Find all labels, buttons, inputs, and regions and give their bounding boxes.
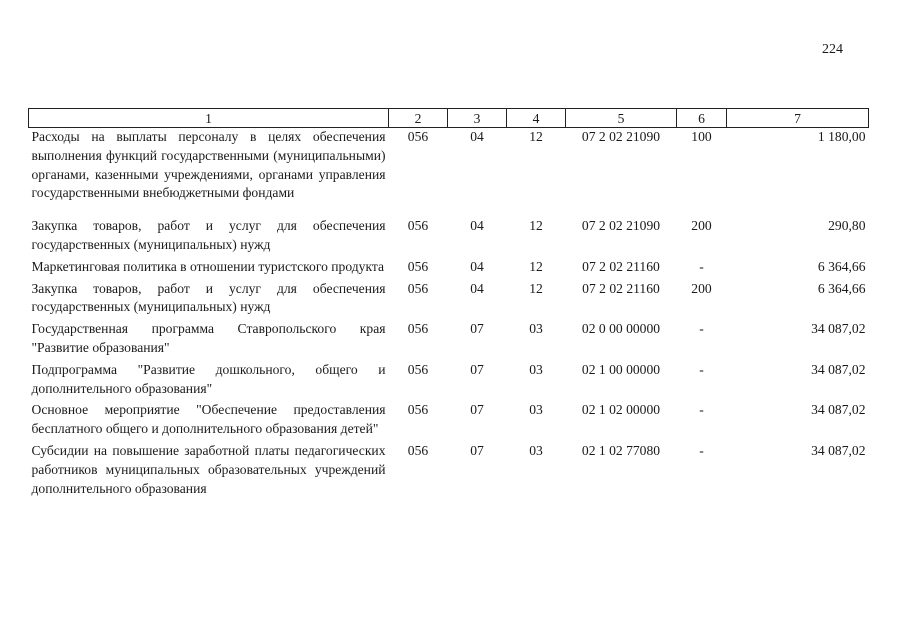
- row-ministry-code: 056: [407, 280, 429, 296]
- row-amount: 34 087,02: [811, 402, 866, 418]
- row-ministry-code: 056: [407, 442, 429, 458]
- header-col-1: 1: [29, 109, 389, 128]
- row-subsection: 12: [529, 258, 543, 274]
- row-target-article: 07 2 02 21160: [582, 258, 660, 274]
- table-row: [29, 217, 869, 258]
- row-section: 07: [470, 442, 484, 458]
- table-row: [29, 128, 869, 218]
- row-amount: 34 087,02: [811, 442, 866, 458]
- row-name: Подпрограмма "Развитие дошкольного, общего и дополнительного образования": [31, 361, 386, 396]
- row-name: Субсидии на повышение заработной платы педагогических работников муниципальных образовательных учреждений дополнительного образования: [31, 442, 386, 496]
- row-amount: 34 087,02: [811, 321, 866, 337]
- row-amount: 6 364,66: [817, 258, 866, 274]
- row-name: Закупка товаров, работ и услуг для обеспечения государственных (муниципальных) нужд: [31, 280, 386, 315]
- row-expense-type: 100: [691, 129, 712, 144]
- row-section: 04: [470, 258, 484, 274]
- row-ministry-code: 056: [407, 129, 429, 144]
- row-subsection: 03: [529, 442, 543, 458]
- row-subsection: 03: [529, 321, 543, 337]
- row-amount: 34 087,02: [811, 361, 866, 377]
- header-col-3: 3: [448, 109, 507, 128]
- row-expense-type: -: [699, 321, 704, 337]
- row-amount: 6 364,66: [817, 280, 866, 296]
- page-number: 224: [822, 42, 843, 57]
- row-expense-type: -: [699, 361, 704, 377]
- row-expense-type: 200: [691, 280, 712, 296]
- row-target-article: 07 2 02 21090: [581, 129, 661, 144]
- header-row: [29, 109, 869, 128]
- row-name: Государственная программа Ставропольского края "Развитие образования": [31, 321, 386, 355]
- row-target-article: 07 2 02 21160: [582, 280, 660, 296]
- row-expense-type: -: [699, 258, 704, 274]
- row-target-article: 02 1 02 77080: [581, 442, 661, 458]
- row-name: Закупка товаров, работ и услуг для обеспечения государственных (муниципальных) нужд: [31, 218, 386, 252]
- table-row: [29, 280, 869, 321]
- row-section: 04: [470, 280, 484, 296]
- row-target-article: 02 1 02 00000: [581, 402, 661, 418]
- row-name: Маркетинговая политика в отношении туристского продукта: [31, 258, 385, 274]
- table-row: [29, 442, 869, 498]
- header-col-5: 5: [566, 109, 677, 128]
- row-target-article: 02 0 00 00000: [581, 321, 661, 337]
- row-ministry-code: 056: [407, 258, 429, 274]
- row-expense-type: -: [699, 402, 704, 418]
- row-ministry-code: 056: [407, 218, 429, 234]
- row-subsection: 03: [529, 361, 543, 377]
- row-amount: 290,80: [828, 218, 866, 234]
- row-subsection: 12: [529, 218, 543, 234]
- row-ministry-code: 056: [407, 402, 429, 418]
- row-section: 07: [470, 361, 484, 377]
- row-section: 04: [470, 129, 484, 144]
- row-ministry-code: 056: [407, 321, 429, 337]
- header-col-2: 2: [389, 109, 448, 128]
- row-subsection: 12: [529, 280, 543, 296]
- row-target-article: 02 1 00 00000: [581, 361, 661, 377]
- header-col-4: 4: [507, 109, 566, 128]
- budget-table: [28, 108, 869, 498]
- row-expense-type: -: [699, 442, 704, 458]
- row-name: Расходы на выплаты персоналу в целях обеспечения выполнения функций государственными (муниципальными) органами, казенными учреждениями, органами управления государственными внебюджетными фондами: [31, 129, 386, 201]
- row-section: 04: [470, 218, 484, 234]
- row-amount: 1 180,00: [817, 129, 866, 144]
- table-row: [29, 401, 869, 442]
- row-name: Основное мероприятие "Обеспечение предоставления бесплатного общего и дополнительного образования детей": [31, 402, 386, 437]
- table-row: [29, 320, 869, 361]
- header-col-7: 7: [727, 109, 869, 128]
- table-row: [29, 361, 869, 402]
- table-header: [29, 109, 869, 128]
- row-ministry-code: 056: [407, 361, 429, 377]
- row-section: 07: [470, 402, 484, 418]
- row-subsection: 03: [529, 402, 543, 418]
- header-col-6: 6: [677, 109, 727, 128]
- row-subsection: 12: [529, 129, 543, 144]
- table-row: [29, 258, 869, 280]
- row-expense-type: 200: [691, 218, 712, 234]
- row-target-article: 07 2 02 21090: [581, 218, 661, 234]
- row-section: 07: [470, 321, 484, 337]
